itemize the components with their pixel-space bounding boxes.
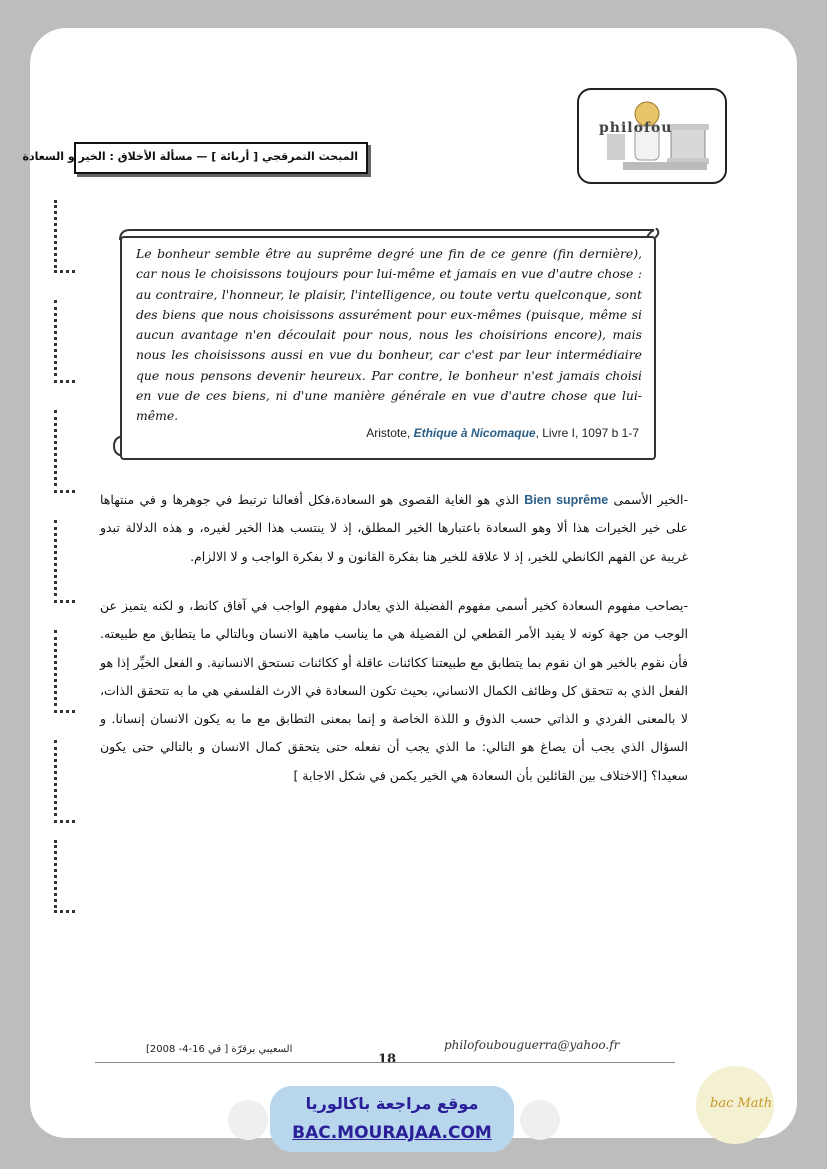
side-mark [54, 840, 75, 913]
quote-citation [366, 426, 639, 440]
paragraph-2: -يصاحب مفهوم السعادة كخير أسمى مفهوم الفضيلة الذي يعادل مفهوم الواجب في آفاق كانط، و لكنه يتميز عن الوجب من جهة كونه لا يفيد الأمر القطعي لن الفضيلة هي ما يناسب ماهية الانسان وبالتالي ما يتطابق مع طبيعته. فأن نقوم بالخير هو ان نقوم بما يتطابق مع طبيعتنا ككائنات عاقلة أو ككائنات تستحق الانسانية. و الفعل الخيِّر إذا هو الفعل الذي به تتحقق كل وظائف الكمال الانساني، بحيث تكون السعادة في الارث الفلسفي هي ما به تتحقق الذات، لا بالمعنى الفردي و الذاتي حسب الذوق و اللذة الخاصة و إنما بمعنى التطابق مع ما به يكون الانسان إنسانا. و السؤال الذي يجب أن يصاغ هو التالي: ما الذي يجب أن نفعله حتى يتحقق كمال الانسان و بالتالي حتى يكون سعيدا؟ [الاختلاف بين القائلين بأن السعادة هي الخير يكمن في شكل الاجابة ] [100, 598, 688, 783]
paragraph-1-rest: الذي هو الغاية القصوى هو السعادة،فكل أفعالنا ترتبط في جوهرها و في منتهاها على خير الخيرات هذا ألا وهو السعادة باعتبارها الخير المطلق، إذ لا ينتسب هذا الخير لغيره، و هذه الدلالة تبدو غريبة عن الفهم الكانطي للخير، إذ لا علاقة للخير هنا بفكرة القانون و لا بفكرة الواجب و لا الالزام. [100, 492, 688, 564]
logo-wordmark: philofou [599, 120, 673, 136]
side-mark [54, 410, 75, 493]
contact-email: philofoubouguerra@yahoo.fr [444, 1038, 620, 1052]
page-number: 18 [378, 1052, 397, 1067]
side-mark [54, 300, 75, 383]
quote-text: Le bonheur semble être au suprême degré une fin de ce genre (fin dernière), car nous le choisissons toujours pour lui-même et jamais en vue d'autre chose : au contraire, l'honneur, le plaisir, l'intelligence, ou toute vertu quelconque, sont des biens que nous choisissons assurément pour eux-mêmes (puisque, même si aucun avantage n'en découlait pour nous, nous les choisirions encore), mais nous les choisissons aussi en vue du bonheur, car c'est par leur intermédiaire que nous pensons devenir heureux. Par contre, le bonheur n'est jamais choisi en vue de ces biens, ni d'une manière générale en vue d'autre chose que lui-même. [136, 246, 642, 424]
paragraph-1 [100, 486, 688, 571]
side-mark [54, 200, 75, 273]
side-mark [54, 740, 75, 823]
site-banner[interactable] [270, 1086, 514, 1152]
highlighted-term: Bien suprême [524, 493, 609, 507]
philofou-logo [577, 88, 727, 184]
side-decoration [54, 200, 78, 910]
citation-author: Aristote, [366, 426, 414, 440]
citation-work: Ethique à Nicomaque [413, 426, 536, 440]
side-mark [54, 630, 75, 713]
page [30, 28, 797, 1138]
citation-reference: , Livre I, 1097 b 1-7 [535, 426, 639, 440]
side-mark [54, 520, 75, 603]
statue-icon [579, 90, 725, 182]
paragraph-1-start: -الخير الأسمى [608, 492, 688, 507]
chapter-header [22, 142, 368, 174]
banner-arabic-title: موقع مراجعة باكالوريا [305, 1094, 479, 1113]
book-logo-icon [228, 1100, 268, 1140]
bac-math-badge [696, 1066, 774, 1144]
footer-author: السعيبي برقرّة [ قي 16-4- 2008] [146, 1044, 293, 1055]
book-logo-icon [520, 1100, 560, 1140]
chapter-title: المبحث التمرقجي [ أربائة ] — مسألة الأخلاق : الخير و السعادة [22, 150, 358, 163]
badge-text: bac Math [710, 1096, 773, 1111]
footer-divider [95, 1062, 675, 1063]
banner-url-link[interactable]: BAC.MOURAJAA.COM [292, 1123, 492, 1143]
